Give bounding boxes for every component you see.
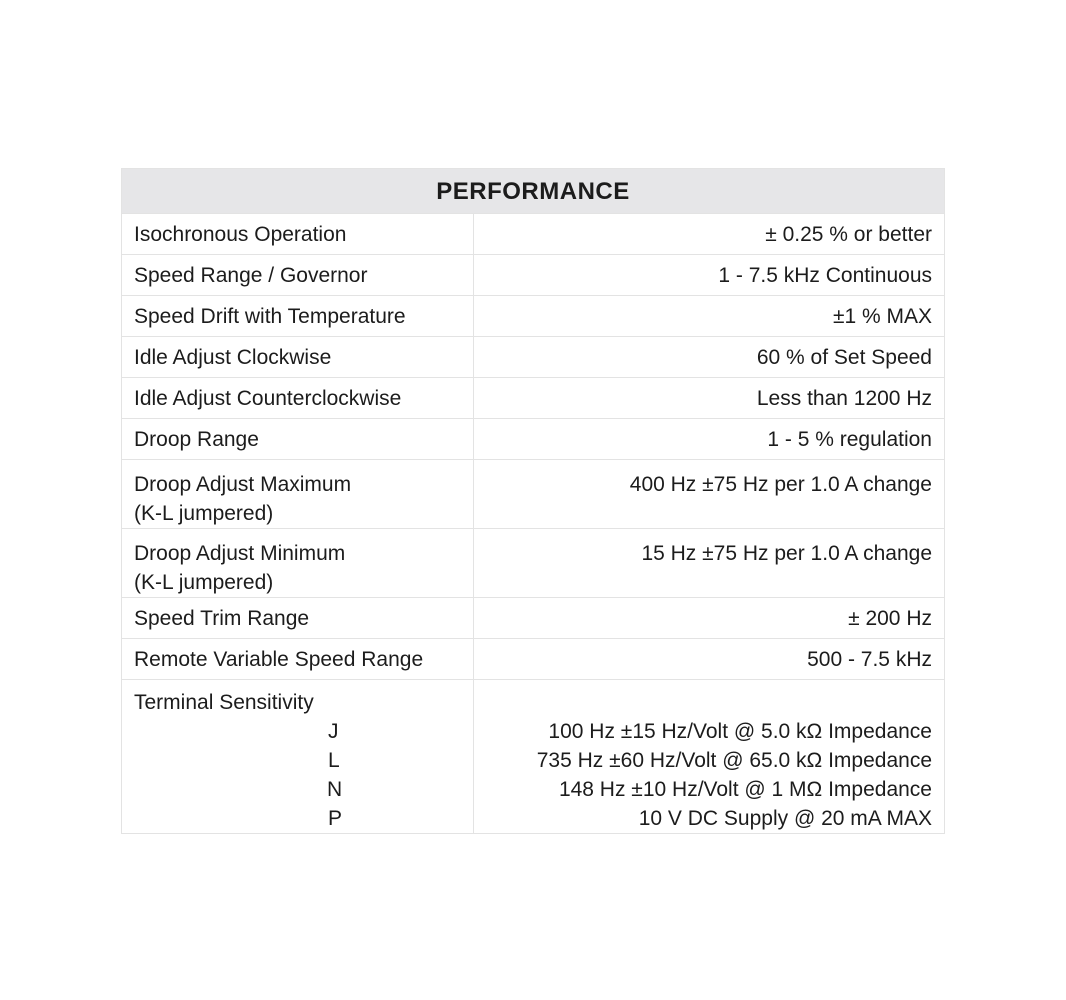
row-value: [474, 529, 944, 597]
row-label: Idle Adjust Clockwise: [122, 337, 474, 377]
row-label-line: Droop Adjust Minimum: [134, 542, 346, 565]
row-label: Idle Adjust Counterclockwise: [122, 378, 474, 418]
row-value: ±1 % MAX: [832, 305, 932, 328]
row-value: [474, 460, 944, 528]
row-label: Speed Range / Governor: [122, 255, 474, 295]
row-value: Less than 1200 Hz: [756, 387, 932, 410]
row-label-line: (K-L jumpered): [134, 502, 274, 525]
row-label-line: Droop Adjust Maximum: [134, 473, 352, 496]
terminal-code: P: [328, 807, 343, 830]
table-row: [122, 336, 944, 377]
table-row: [122, 528, 944, 597]
row-label: Remote Variable Speed Range: [122, 639, 474, 679]
row-label: [122, 529, 474, 597]
table-row: [122, 213, 944, 254]
table-row: [122, 638, 944, 679]
row-value: ± 0.25 % or better: [765, 223, 932, 246]
terminal-code: J: [328, 720, 339, 743]
table-row: [122, 597, 944, 638]
terminal-value: 10 V DC Supply @ 20 mA MAX: [638, 807, 932, 830]
table-title: PERFORMANCE: [122, 169, 944, 213]
row-label: [122, 680, 474, 833]
terminal-sensitivity-label: Terminal Sensitivity: [134, 691, 314, 714]
row-value: 60 % of Set Speed: [756, 346, 932, 369]
row-label: Droop Range: [122, 419, 474, 459]
terminal-code: L: [328, 749, 340, 772]
row-value: 500 - 7.5 kHz: [807, 648, 932, 671]
row-value: [474, 680, 944, 833]
table-row: [122, 377, 944, 418]
table-row: [122, 254, 944, 295]
table-row: [122, 295, 944, 336]
row-value-text: 15 Hz ±75 Hz per 1.0 A change: [641, 542, 932, 565]
row-label: Speed Trim Range: [122, 598, 474, 638]
terminal-value: 148 Hz ±10 Hz/Volt @ 1 MΩ Impedance: [558, 778, 932, 801]
row-value: ± 200 Hz: [848, 607, 932, 630]
performance-table: [121, 168, 945, 834]
table-row: [122, 459, 944, 528]
table-row-terminal-sensitivity: [122, 679, 944, 833]
row-value: 1 - 5 % regulation: [767, 428, 932, 451]
row-label-line: (K-L jumpered): [134, 571, 274, 594]
row-value: 1 - 7.5 kHz Continuous: [718, 264, 932, 287]
terminal-code: N: [327, 778, 343, 801]
row-label: Speed Drift with Temperature: [122, 296, 474, 336]
row-value-text: 400 Hz ±75 Hz per 1.0 A change: [629, 473, 932, 496]
table-row: [122, 418, 944, 459]
row-label: Isochronous Operation: [122, 214, 474, 254]
row-label: [122, 460, 474, 528]
terminal-value: 100 Hz ±15 Hz/Volt @ 5.0 kΩ Impedance: [548, 720, 932, 743]
terminal-value: 735 Hz ±60 Hz/Volt @ 65.0 kΩ Impedance: [536, 749, 932, 772]
